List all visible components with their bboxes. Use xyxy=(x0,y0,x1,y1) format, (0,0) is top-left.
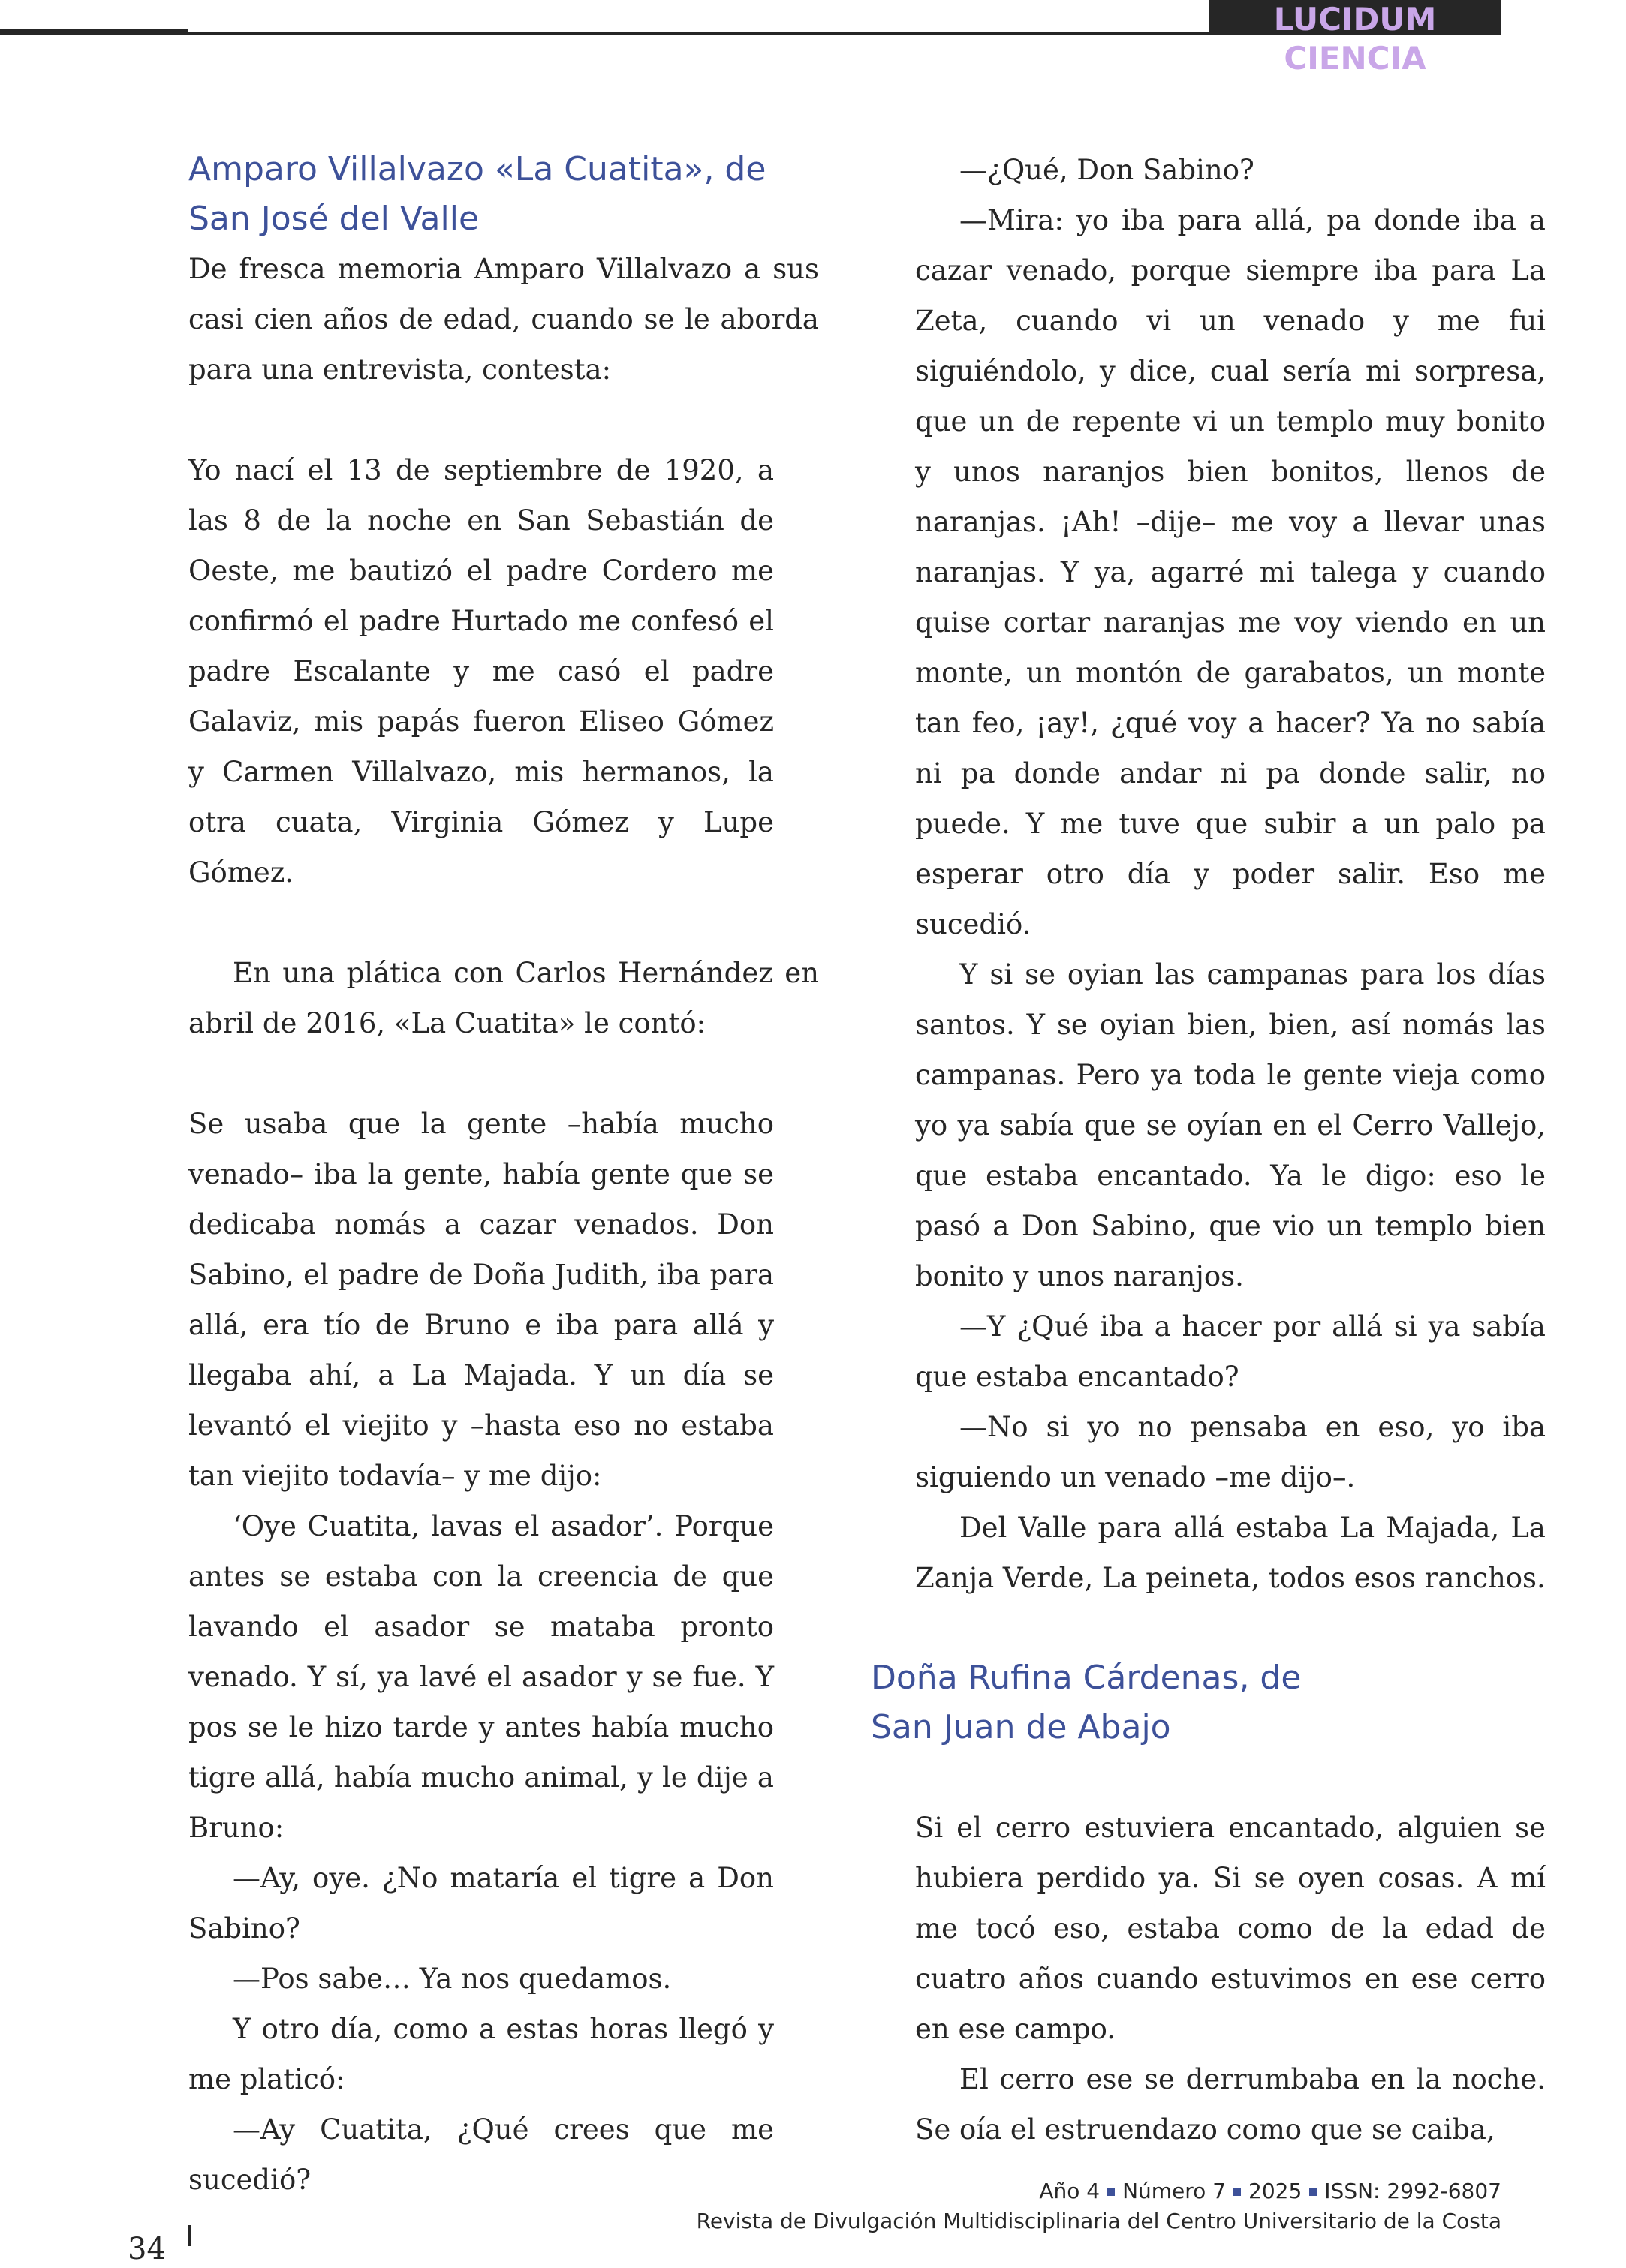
quote-paragraph: Y otro día, como a estas horas llegó y me platicó: xyxy=(188,2013,774,2095)
right-column xyxy=(871,145,1546,2155)
footer-date: 2025 xyxy=(1248,2179,1302,2203)
header-rule-thick xyxy=(0,29,188,35)
square-bullet-icon xyxy=(1309,2188,1317,2196)
body-paragraph: —Mira: yo iba para allá, pa donde iba a cazar venado, porque siempre iba para La Zeta, cuando vi un venado y me fui siguiéndolo, y dice, cual sería mi sorpresa, que un de repente vi un templo muy bonito y unos naranjos bien bonitos, llenos de naranjas. ¡Ah! –dije– me voy a llevar unas naranjas. Y ya, agarré mi talega y cuando quise cortar naranjas me voy viendo en un monte, un montón de garabatos, un monte tan feo, ¡ay!, ¿qué voy a hacer? Ya no sabía ni pa donde andar ni pa donde salir, no puede. Y me tuve que subir a un palo pa esperar otro día y poder salir. Eso me sucedió. xyxy=(915,204,1546,940)
quote-paragraph: Yo nací el 13 de septiembre de 1920, a las 8 de la noche en San Sebastián de Oeste, me bautizó el padre Cordero me confirmó el padre Hurtado me confesó el padre Escalante y me casó el padre Galaviz, mis papás fueron Eliseo Gómez y Carmen Villalvazo, mis hermanos, la otra cuata, Virginia Gómez y Lupe Gómez. xyxy=(188,454,774,889)
quote-paragraph: Se usaba que la gente –había mucho venado– iba la gente, había gente que se dedicaba nomás a cazar venados. Don Sabino, el padre de Doña Judith, iba para allá, era tío de Bruno e iba para allá y llegaba ahí, a La Majada. Y un día se levantó el viejito y –hasta eso no estaba tan viejito todavía– y me dijo: xyxy=(188,1108,774,1492)
body-paragraph: Si el cerro estuviera encantado, alguien se hubiera perdido ya. Si se oyen cosas. A mí me tocó eso, estaba como de la edad de cuatro años cuando estuvimos en ese cerro en ese campo. xyxy=(915,1812,1546,2045)
footer-divider xyxy=(188,2225,191,2246)
quote-paragraph: —Ay Cuatita, ¿Qué crees que me sucedió? xyxy=(188,2113,774,2196)
body-paragraph: Y si se oyian las campanas para los días santos. Y se oyian bien, bien, así nomás las campanas. Pero ya toda le gente vieja como yo ya sabía que se oyían en el Cerro Vallejo, que estaba encantado. Ya le digo: eso le pasó a Don Sabino, que vio un templo bien bonito y unos naranjos. xyxy=(915,958,1546,1292)
body-paragraph: —No si yo no pensaba en eso, yo iba siguiendo un venado –me dijo–. xyxy=(915,1411,1546,1493)
intro-paragraph: De fresca memoria Amparo Villalvazo a sus casi cien años de edad, cuando se le aborda para una entrevista, contesta: xyxy=(188,253,819,386)
journal-name: Revista de Divulgación Multidisciplinaria del Centro Universitario de la Costa xyxy=(696,2209,1501,2233)
footer-year: Año 4 xyxy=(1039,2179,1101,2203)
section-heading-amparo xyxy=(188,145,819,244)
heading-line: San Juan de Abajo xyxy=(871,1708,1171,1746)
heading-line: Amparo Villalvazo «La Cuatita», de xyxy=(188,150,766,188)
issue-line xyxy=(697,2176,1501,2206)
body-paragraph: —¿Qué, Don Sabino? xyxy=(959,154,1254,186)
section-heading-rufina xyxy=(871,1653,1546,1752)
heading-line: Doña Rufina Cárdenas, de xyxy=(871,1659,1302,1697)
body-paragraph: En una plática con Carlos Hernández en abril de 2016, «La Cuatita» le contó: xyxy=(188,957,819,1039)
body-paragraph: —Y ¿Qué iba a hacer por allá si ya sabía que estaba encantado? xyxy=(915,1310,1546,1393)
body-paragraph: Del Valle para allá estaba La Majada, La Zanja Verde, La peineta, todos esos ranchos. xyxy=(915,1511,1546,1594)
footer-issn: ISSN: 2992-6807 xyxy=(1324,2179,1501,2203)
square-bullet-icon xyxy=(1233,2188,1241,2196)
square-bullet-icon xyxy=(1107,2188,1115,2196)
left-column xyxy=(188,145,819,2205)
footer-number: Número 7 xyxy=(1122,2179,1227,2203)
quote-paragraph: —Ay, oye. ¿No mataría el tigre a Don Sabino? xyxy=(188,1862,774,1945)
quote-paragraph: ‘Oye Cuatita, lavas el asador’. Porque antes se estaba con la creencia de que lavando el asador se mataba pronto venado. Y sí, ya lavé el asador y se fue. Y pos se le hizo tarde y antes había mucho tigre allá, había mucho animal, y le dije a Bruno: xyxy=(188,1510,774,1844)
quote-paragraph: —Pos sabe… Ya nos quedamos. xyxy=(233,1963,672,1995)
journal-brand: LUCIDUM CIENCIA xyxy=(1209,0,1501,35)
heading-line: San José del Valle xyxy=(188,200,480,238)
page-number: 34 xyxy=(128,2232,166,2266)
body-paragraph: El cerro ese se derrumbaba en la noche. Se oía el estruendazo como que se caiba, xyxy=(915,2063,1546,2146)
footer-info xyxy=(697,2176,1501,2236)
